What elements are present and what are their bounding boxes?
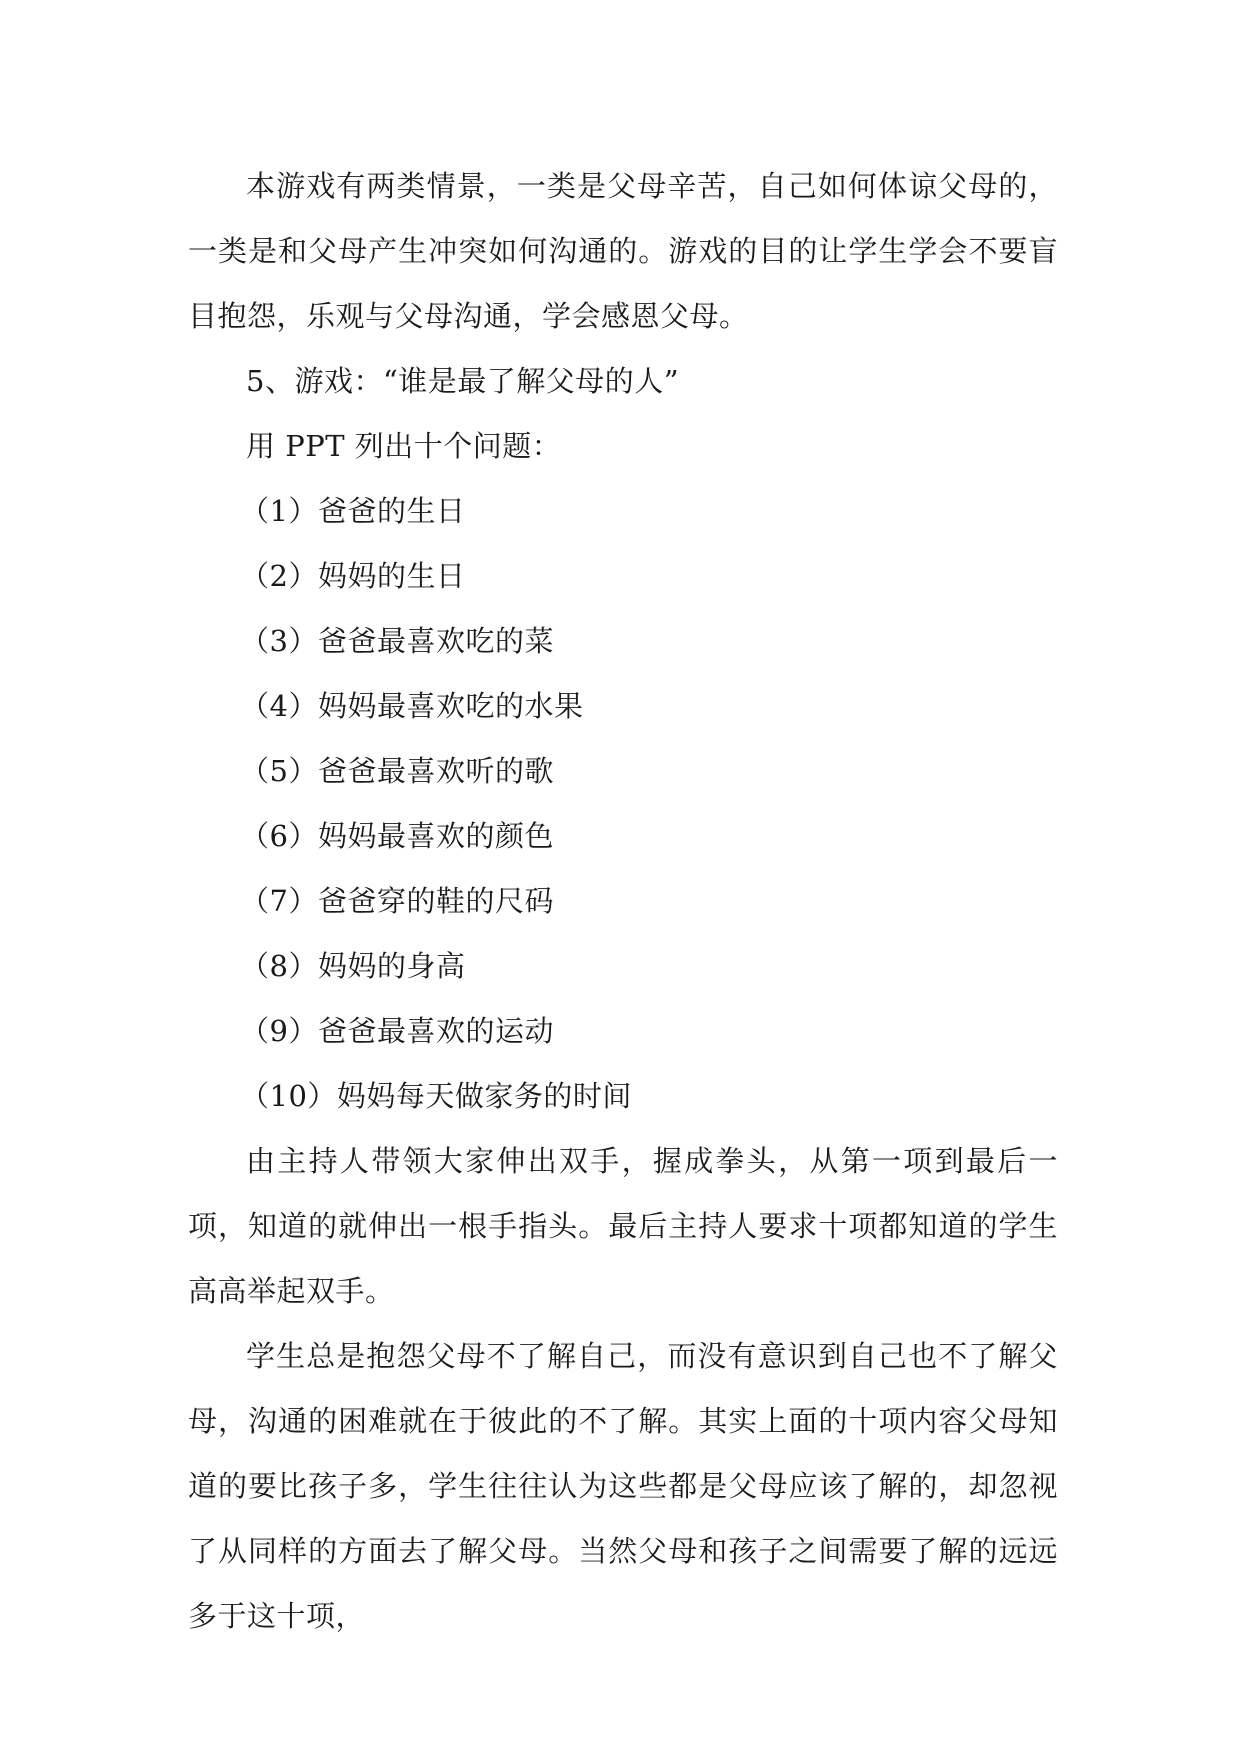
question-item-9: （9）爸爸最喜欢的运动 bbox=[240, 1014, 554, 1048]
question-list bbox=[188, 479, 1058, 1129]
question-item-5: （5）爸爸最喜欢听的歌 bbox=[240, 754, 554, 788]
paragraph-reflection: 学生总是抱怨父母不了解自己，而没有意识到自己也不了解父母，沟通的困难就在于彼此的不了解。其实上面的十项内容父母知道的要比孩子多，学生往往认为这些都是父母应该了解的，却忽视了从同样的方面去了解父母。当然父母和孩子之间需要了解的远远多于这十项， bbox=[188, 1339, 1058, 1633]
paragraph-host-instructions: 由主持人带领大家伸出双手，握成拳头，从第一项到最后一项，知道的就伸出一根手指头。最后主持人要求十项都知道的学生高高举起双手。 bbox=[188, 1144, 1058, 1308]
question-item-4: （4）妈妈最喜欢吃的水果 bbox=[240, 689, 584, 723]
section-heading-game-5: 5、游戏：“谁是最了解父母的人” bbox=[246, 364, 680, 398]
question-item-10: （10）妈妈每天做家务的时间 bbox=[240, 1079, 632, 1113]
question-item-3: （3）爸爸最喜欢吃的菜 bbox=[240, 624, 554, 658]
question-item-2: （2）妈妈的生日 bbox=[240, 559, 466, 593]
document-body bbox=[188, 154, 1058, 1649]
question-item-7: （7）爸爸穿的鞋的尺码 bbox=[240, 884, 554, 918]
ppt-intro-line: 用 PPT 列出十个问题： bbox=[246, 429, 562, 463]
question-item-8: （8）妈妈的身高 bbox=[240, 949, 466, 983]
question-item-6: （6）妈妈最喜欢的颜色 bbox=[240, 819, 554, 853]
question-item-1: （1）爸爸的生日 bbox=[240, 494, 466, 528]
paragraph-game-scenarios: 本游戏有两类情景，一类是父母辛苦，自己如何体谅父母的，一类是和父母产生冲突如何沟通的。游戏的目的让学生学会不要盲目抱怨，乐观与父母沟通，学会感恩父母。 bbox=[188, 169, 1058, 333]
